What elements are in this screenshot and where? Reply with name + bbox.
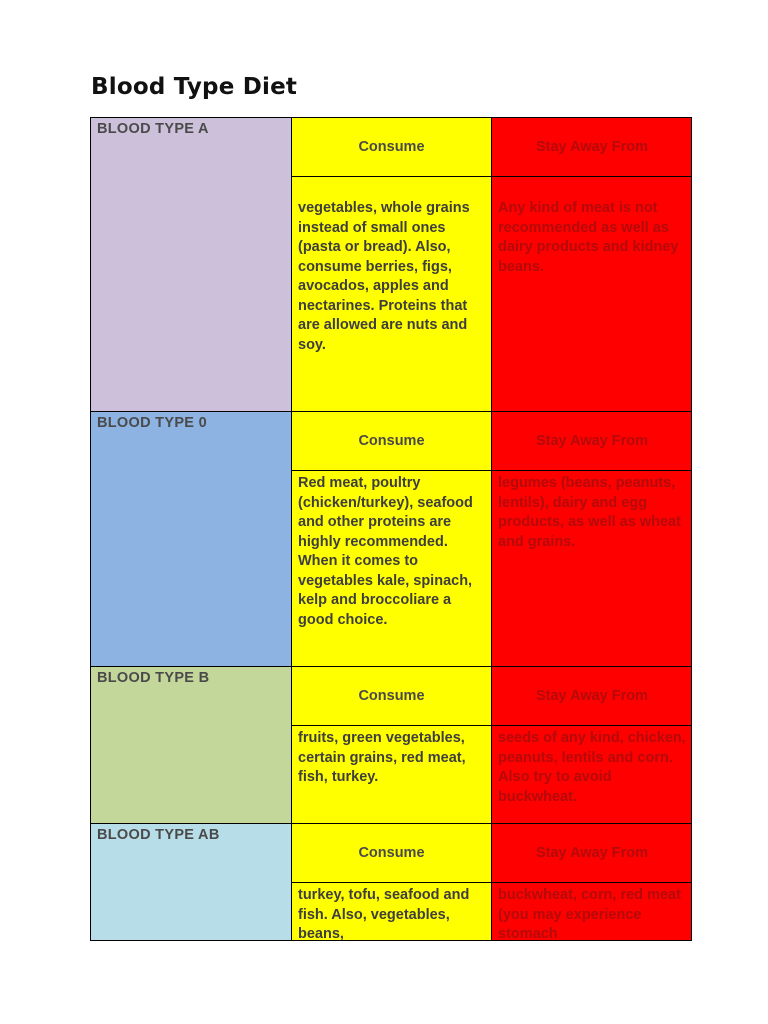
blood-type-label: BLOOD TYPE AB <box>97 827 220 843</box>
stay-away-header-label: Stay Away From <box>535 139 648 155</box>
consume-text: vegetables, whole grains instead of small ones (pasta or bread). Also, consume berries, figs, avocados, apples and nectarines. Proteins that are allowed are nuts and soy. <box>292 177 492 412</box>
stay-away-text: seeds of any kind, chicken, peanuts, lentils and corn. Also try to avoid buckwheat. <box>492 726 692 824</box>
blood-type-o-cell <box>91 412 292 667</box>
stay-away-text: buckwheat, corn, red meat (you may experience stomach <box>492 883 692 941</box>
stay-away-header <box>492 118 692 177</box>
consume-header <box>292 824 492 883</box>
stay-away-text: legumes (beans, peanuts, lentils), dairy and egg products, as well as wheat and grains. <box>492 471 692 667</box>
consume-header-label: Consume <box>358 139 425 155</box>
stay-away-header-label: Stay Away From <box>535 433 648 449</box>
blood-type-label: BLOOD TYPE 0 <box>97 415 207 431</box>
consume-text: fruits, green vegetables, certain grains, red meat, fish, turkey. <box>292 726 492 824</box>
blood-type-label: BLOOD TYPE B <box>97 670 210 686</box>
consume-header <box>292 118 492 177</box>
blood-type-b-cell <box>91 667 292 824</box>
consume-header-label: Consume <box>358 845 425 861</box>
page-title: Blood Type Diet <box>91 74 298 100</box>
consume-text: turkey, tofu, seafood and fish. Also, vegetables, beans, <box>292 883 492 941</box>
consume-header <box>292 412 492 471</box>
stay-away-header <box>492 667 692 726</box>
stay-away-header-label: Stay Away From <box>535 688 648 704</box>
stay-away-text: Any kind of meat is not recommended as well as dairy products and kidney beans. <box>492 177 692 412</box>
consume-header <box>292 667 492 726</box>
blood-type-a-cell <box>91 118 292 412</box>
stay-away-header <box>492 824 692 883</box>
blood-type-label: BLOOD TYPE A <box>97 121 209 137</box>
diet-table <box>90 117 692 941</box>
blood-type-ab-cell <box>91 824 292 941</box>
stay-away-header-label: Stay Away From <box>535 845 648 861</box>
consume-text: Red meat, poultry (chicken/turkey), seafood and other proteins are highly recommended. When it comes to vegetables kale, spinach, kelp and broccoliare a good choice. <box>292 471 492 667</box>
consume-header-label: Consume <box>358 433 425 449</box>
consume-header-label: Consume <box>358 688 425 704</box>
stay-away-header <box>492 412 692 471</box>
